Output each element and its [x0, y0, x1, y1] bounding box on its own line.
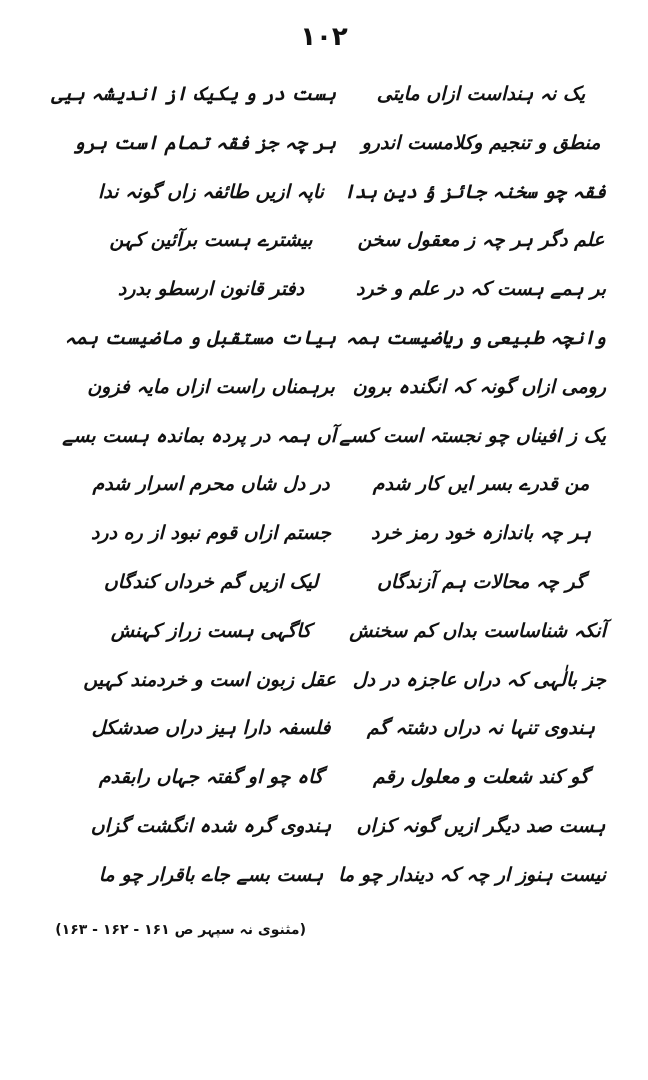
first-hemistich: وانچہ طبیعی و ریاضیست ہمہ — [345, 326, 606, 349]
couplet — [0, 220, 648, 269]
couplet — [0, 269, 648, 318]
poem-couplets — [0, 74, 648, 904]
second-hemistich: آں ہمہ در پردہ بماندہ ہست بسے — [62, 424, 336, 447]
first-hemistich: ہندوی تنہا نہ دراں دشتہ گم — [366, 717, 596, 740]
couplet — [0, 74, 648, 123]
first-hemistich: بر ہمے ہست کہ در علم و خرد — [355, 278, 606, 301]
couplet — [0, 172, 648, 221]
first-hemistich: رومی ازاں گونہ کہ انگندہ برون — [352, 375, 606, 398]
first-hemistich: یک ز افیناں چو نجستہ است کسے — [339, 424, 606, 447]
couplet — [0, 367, 648, 416]
couplet — [0, 806, 648, 855]
second-hemistich: ہیات مستقبل و ماضیست ہمہ — [64, 326, 336, 349]
couplet — [0, 123, 648, 172]
page-number: ۱۰۲ — [300, 22, 348, 52]
second-hemistich: ناپہ ازیں طائفہ زاں گونہ ندا — [98, 180, 324, 203]
couplet — [0, 855, 648, 904]
couplet — [0, 562, 648, 611]
second-hemistich: ہست بسے جاے باقرار چو ما — [98, 863, 324, 886]
couplet — [0, 318, 648, 367]
couplet — [0, 464, 648, 513]
couplet — [0, 513, 648, 562]
couplet — [0, 660, 648, 709]
first-hemistich: فقہ چو سخنہ جائز ؤ دین ہدا — [343, 180, 606, 203]
couplet — [0, 708, 648, 757]
second-hemistich: کاگہی ہست زراز کہنش — [110, 619, 312, 642]
first-hemistich: ہر چہ باندازہ خود رمز خرد — [370, 522, 592, 545]
second-hemistich: ہر چہ جز فقہ تمام است ہرو — [73, 131, 336, 154]
couplet — [0, 611, 648, 660]
second-hemistich: ہندوی گرہ شدہ انگشت گزاں — [90, 814, 332, 837]
second-hemistich: عقل زبون است و خردمند کہیں — [83, 668, 336, 691]
first-hemistich: ہست صد دیگر ازیں گونہ کزاں — [356, 814, 606, 837]
couplet — [0, 416, 648, 465]
second-hemistich: لیک ازیں گم خرداں کندگاں — [103, 570, 319, 593]
second-hemistich: ہست در و یکیک از اندیشہ ہیی — [51, 83, 336, 105]
second-hemistich: فلسفہ دارا ہیز دراں صدشکل — [91, 717, 331, 740]
second-hemistich: گاہ چو او گفتہ جہاں رابقدم — [98, 766, 324, 789]
couplet — [0, 757, 648, 806]
second-hemistich: بیشترے ہست برآئین کہن — [109, 229, 313, 252]
first-hemistich: نیست ہنوز ار چہ کہ دیندار چو ما — [338, 863, 606, 886]
second-hemistich: جستم ازاں قوم نبود از ره درد — [90, 522, 332, 545]
second-hemistich: برہمناں راست ازاں مایہ فزون — [87, 375, 335, 398]
first-hemistich: گر چہ محالات ہم آزندگاں — [376, 570, 586, 593]
first-hemistich: گو کند شعلت و معلول رقم — [372, 766, 590, 789]
source-citation: (مثنوی نہ سپہر ص ۱۶۱ - ۱۶۲ - ۱۶۳) — [55, 922, 306, 938]
first-hemistich: آنکہ شناساست بداں کم سخنش — [349, 619, 606, 642]
first-hemistich: علم دگر ہر چہ ز معقول سخن — [357, 229, 605, 252]
second-hemistich: در دل شاں محرم اسرار شدم — [92, 473, 330, 496]
second-hemistich: دفتر قانون ارسطو بدرد — [117, 278, 305, 301]
first-hemistich: یک نہ ہنداست ازاں مایتی — [376, 83, 586, 105]
first-hemistich: جز بالٰہی کہ دراں عاجزہ در دل — [352, 668, 606, 691]
first-hemistich: من قدرے بسر ایں کار شدم — [372, 473, 590, 496]
first-hemistich: منطق و تنجیم وکلامست اندرو — [361, 131, 601, 154]
